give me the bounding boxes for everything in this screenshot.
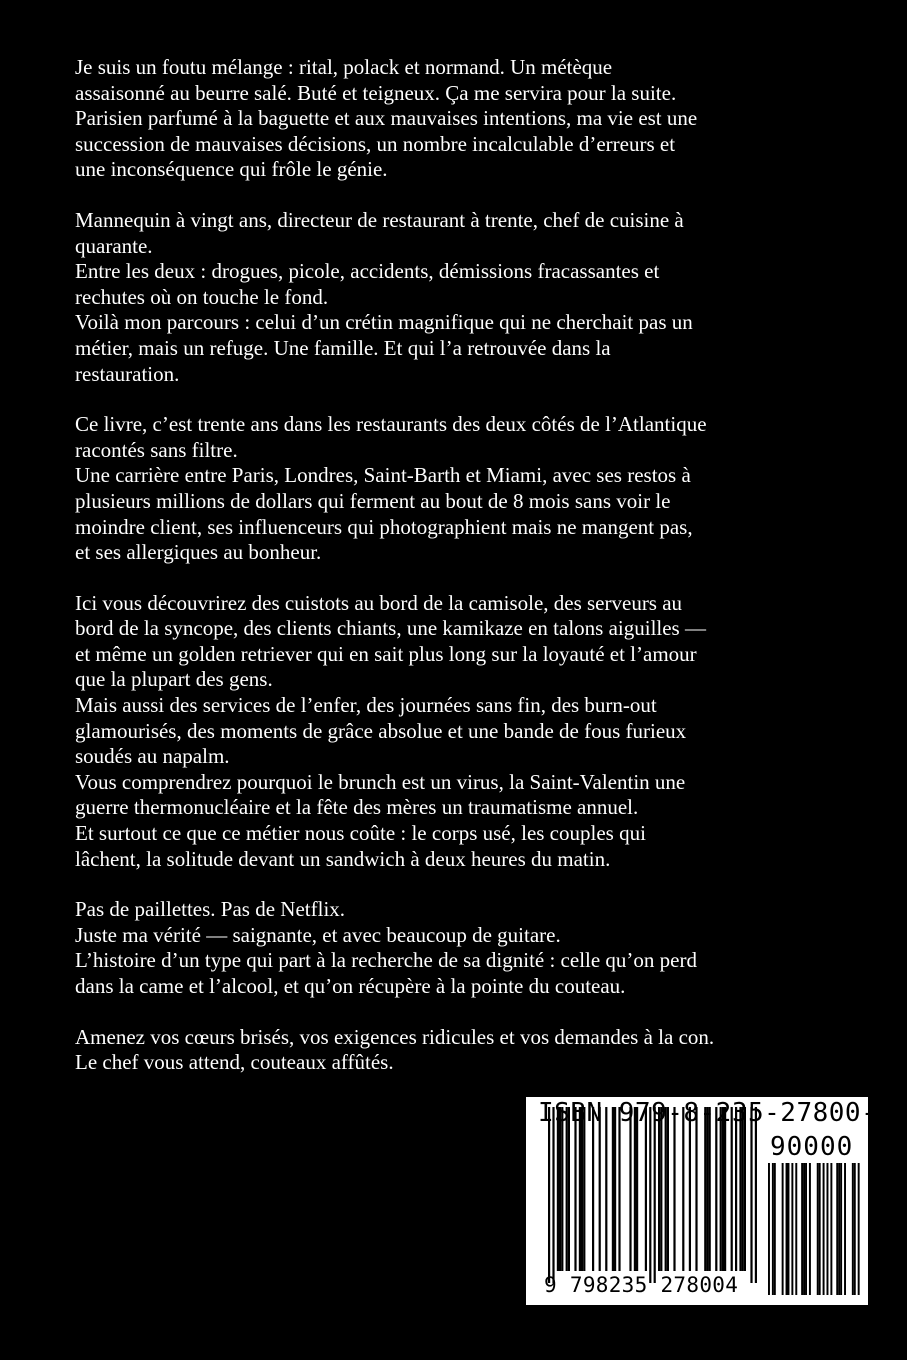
addon-bar: [809, 1163, 811, 1295]
text-line: L’histoire d’un type qui part à la recherche de sa dignité : celle qu’on perd: [75, 948, 697, 973]
barcode-bar: [649, 1107, 651, 1283]
barcode-bar: [636, 1107, 638, 1271]
text-line: Amenez vos cœurs brisés, vos exigences ridicules et vos demandes à la con.: [75, 1024, 715, 1049]
barcode-bar: [592, 1107, 594, 1271]
text-line: assaisonné au beurre salé. Buté et teigneux. Ça me servira pour la suite.: [75, 80, 677, 105]
addon-bar: [827, 1163, 829, 1295]
text-line: Mannequin à vingt ans, directeur de restaurant à trente, chef de cuisine à: [75, 207, 684, 232]
paragraph: [75, 591, 845, 873]
text-line: Voilà mon parcours : celui d’un crétin magnifique qui ne cherchait pas un: [75, 310, 693, 335]
barcode-bar: [724, 1107, 726, 1271]
text-line: soudés au napalm.: [75, 744, 230, 769]
ean-digits: 9 798235 278004: [544, 1273, 739, 1297]
text-line: Ce livre, c’est trente ans dans les restaurants des deux côtés de l’Atlantique: [75, 412, 707, 437]
text-line: glamourisés, des moments de grâce absolue et une bande de fous furieux: [75, 718, 687, 743]
barcode-bar: [552, 1107, 554, 1283]
addon-bar: [801, 1163, 803, 1295]
text-line: racontés sans filtre.: [75, 437, 238, 462]
paragraph: [75, 55, 845, 183]
barcode-bar: [720, 1107, 722, 1271]
addon-bar: [823, 1163, 825, 1295]
text-line: Une carrière entre Paris, Londres, Saint-Barth et Miami, avec ses restos à: [75, 463, 691, 488]
text-line: restauration.: [75, 361, 180, 386]
text-line: moindre client, ses influenceurs qui photographient mais ne mangent pas,: [75, 514, 693, 539]
barcode-bar: [660, 1107, 662, 1271]
addon-bar: [838, 1163, 840, 1295]
text-line: Le chef vous attend, couteaux affûtés.: [75, 1050, 394, 1075]
addon-bar: [858, 1163, 860, 1295]
barcode-bar: [689, 1107, 691, 1271]
addon-bar: [782, 1163, 784, 1295]
barcode-bar: [605, 1107, 607, 1271]
barcode-bar: [557, 1107, 559, 1271]
text-line: et ses allergiques au bonheur.: [75, 540, 322, 565]
text-line: guerre thermonucléaire et la fête des mères un traumatisme annuel.: [75, 795, 639, 820]
isbn-label: ISBN 979-8-235-27800-4: [538, 1098, 894, 1128]
barcode-bar: [583, 1107, 585, 1271]
text-line: que la plupart des gens.: [75, 667, 273, 692]
barcode-bar: [568, 1107, 570, 1271]
text-line: Juste ma vérité — saignante, et avec beaucoup de guitare.: [75, 922, 561, 947]
text-line: rechutes où on touche le fond.: [75, 284, 329, 309]
text-line: quarante.: [75, 233, 153, 258]
barcode-bar: [612, 1107, 614, 1271]
text-line: Entre les deux : drogues, picole, accidents, démissions fracassantes et: [75, 259, 660, 284]
barcode-bar: [722, 1107, 724, 1271]
barcode-bar: [739, 1107, 741, 1271]
text-line: bord de la syncope, des clients chiants, une kamikaze en talons aiguilles —: [75, 616, 706, 641]
text-line: dans la came et l’alcool, et qu’on récupère à la pointe du couteau.: [75, 974, 626, 998]
barcode-bar: [755, 1107, 757, 1283]
barcode-bar: [634, 1107, 636, 1271]
barcode-bar: [695, 1107, 697, 1271]
barcode-bar: [629, 1107, 631, 1271]
addon-bar: [803, 1163, 805, 1295]
barcode-bar: [548, 1107, 550, 1283]
isbn-barcode: [526, 1097, 894, 1305]
barcode-bar: [704, 1107, 706, 1271]
text-line: une inconséquence qui frôle le génie.: [75, 157, 388, 182]
addon-bar: [774, 1163, 776, 1295]
paragraph: [75, 897, 845, 999]
paragraph: [75, 1025, 845, 1076]
barcode-bar: [744, 1107, 746, 1271]
text-line: Pas de paillettes. Pas de Netflix.: [75, 897, 346, 922]
barcode-bar: [665, 1107, 667, 1271]
barcode-bar: [561, 1107, 563, 1271]
barcode-bar: [715, 1107, 717, 1271]
addon-bar: [830, 1163, 832, 1295]
barcode-bar: [579, 1107, 581, 1271]
addon-bar: [840, 1163, 842, 1295]
barcode-bar: [614, 1107, 616, 1271]
text-line: et même un golden retriever qui en sait plus long sur la loyauté et l’amour: [75, 641, 697, 666]
barcode-bar: [673, 1107, 675, 1271]
addon-bar: [844, 1163, 846, 1295]
text-line: lâchent, la solitude devant un sandwich à deux heures du matin.: [75, 846, 611, 871]
addon-bar: [819, 1163, 821, 1295]
text-line: Et surtout ce que ce métier nous coûte : le corps usé, les couples qui: [75, 821, 646, 846]
addon-bar: [788, 1163, 790, 1295]
addon-bar: [817, 1163, 819, 1295]
text-line: Je suis un foutu mélange : rital, polack et normand. Un métèque: [75, 55, 613, 79]
text-line: plusieurs millions de dollars qui ferment au bout de 8 mois sans voir le: [75, 488, 671, 513]
addon-bar: [795, 1163, 797, 1295]
addon-bar: [791, 1163, 793, 1295]
barcode-bar: [574, 1107, 576, 1271]
text-line: succession de mauvaises décisions, un nombre incalculable d’erreurs et: [75, 131, 676, 156]
paragraph: [75, 208, 845, 387]
text-line: Ici vous découvrirez des cuistots au bord de la camisole, des serveurs au: [75, 590, 683, 615]
barcode-bar: [618, 1107, 620, 1271]
addon-bar: [786, 1163, 788, 1295]
barcode-bar: [599, 1107, 601, 1271]
addon-bar: [836, 1163, 838, 1295]
addon-bar: [768, 1163, 770, 1295]
barcode-bar: [581, 1107, 583, 1271]
back-cover-text: [75, 55, 845, 1101]
text-line: Vous comprendrez pourquoi le brunch est un virus, la Saint-Valentin une: [75, 769, 686, 794]
barcode-bar: [667, 1107, 669, 1271]
text-line: métier, mais un refuge. Une famille. Et qui l’a retrouvée dans la: [75, 335, 611, 360]
text-line: Parisien parfumé à la baguette et aux mauvaises intentions, ma vie est une: [75, 106, 698, 131]
barcode-bar: [706, 1107, 708, 1271]
barcode-bar: [559, 1107, 561, 1271]
barcode-bar: [682, 1107, 684, 1271]
addon-bar: [772, 1163, 774, 1295]
price-code: 90000: [770, 1132, 854, 1162]
barcode-bar: [709, 1107, 711, 1271]
text-line: Mais aussi des services de l’enfer, des journées sans fin, des burn-out: [75, 693, 657, 718]
addon-bar: [805, 1163, 807, 1295]
addon-bar: [852, 1163, 854, 1295]
paragraph: [75, 412, 845, 566]
barcode-bar: [731, 1107, 733, 1271]
addon-bar: [854, 1163, 856, 1295]
barcode-bar: [658, 1107, 660, 1271]
barcode-bar: [645, 1107, 647, 1271]
barcode-bar: [742, 1107, 744, 1271]
barcode-bar: [735, 1107, 737, 1271]
barcode-bar: [654, 1107, 656, 1283]
barcode-bar: [566, 1107, 568, 1271]
barcode-bar: [750, 1107, 752, 1283]
